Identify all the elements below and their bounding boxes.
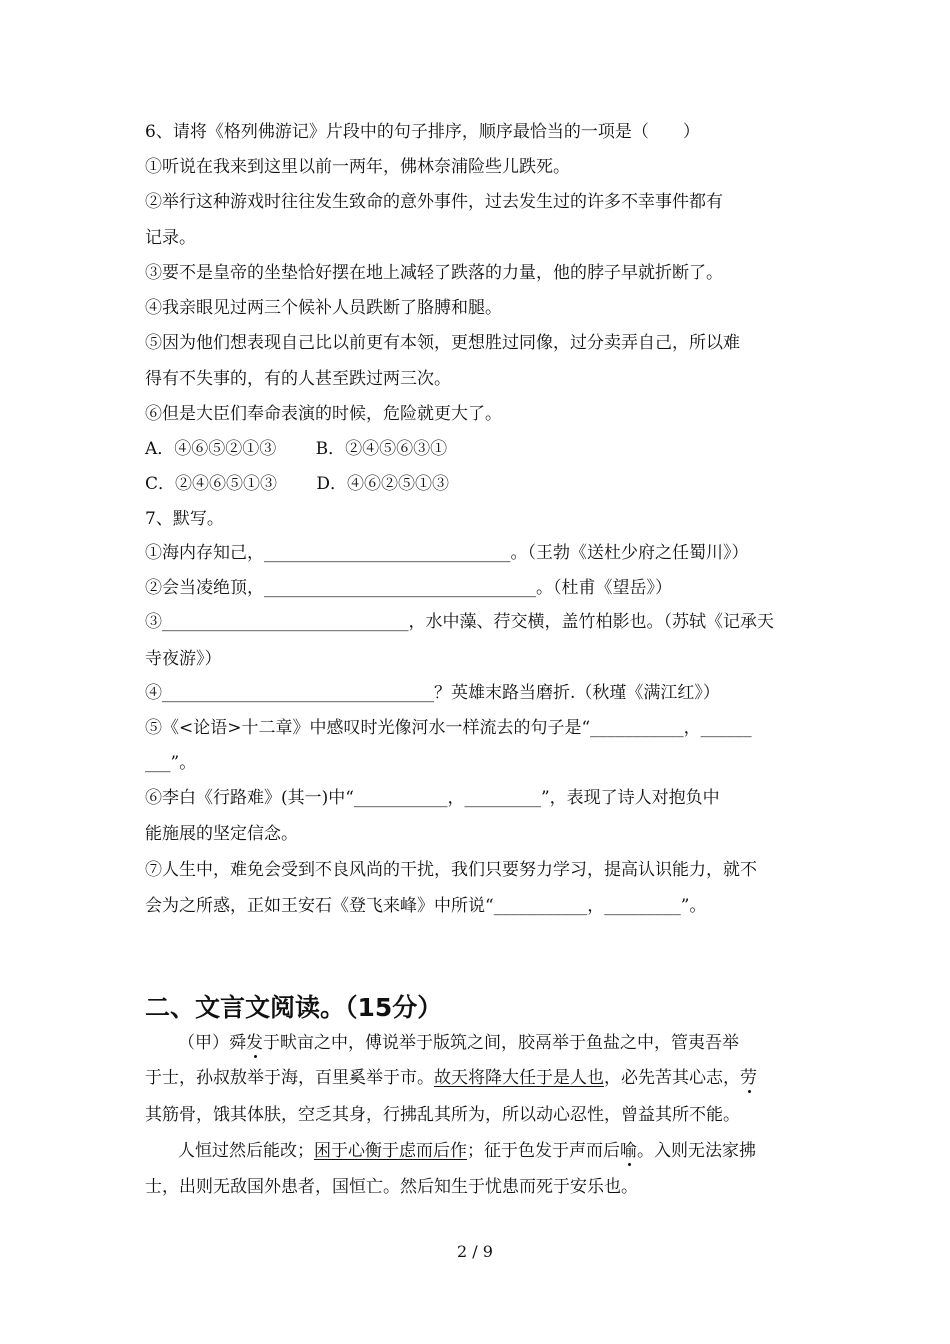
dictation-5: ⑤《<论语>十二章》中感叹时光像河水一样流去的句子是“___________，______ xyxy=(145,718,752,738)
dictation-3: ③_____________________________，水中藻、荇交横，盖竹柏影也。（苏轼《记承天 xyxy=(145,612,774,632)
text: 于士，孙叔敖举于海，百里奚举于市。 xyxy=(145,1068,434,1088)
page-number: 2 / 9 xyxy=(457,1242,493,1261)
emphasized-char: 发 xyxy=(246,1033,263,1053)
text: 于畎亩之中，傅说举于版筑之间，胶鬲举于鱼盐之中，管夷吾举 xyxy=(263,1033,739,1053)
text: 人恒过然后能改； xyxy=(178,1141,314,1161)
passage-line-4 xyxy=(178,1140,756,1162)
text: 。入则无法家拂 xyxy=(637,1141,756,1161)
sentence-6: ⑥但是大臣们奉命表演的时候，危险就更大了。 xyxy=(145,404,502,424)
passage-line-2 xyxy=(145,1067,757,1089)
dictation-1: ①海内存知己，_____________________________。（王勃《送杜少府之任蜀川》） xyxy=(145,543,749,563)
dictation-4: ④________________________________？英雄末路当磨折.（秋瑾《满江红》） xyxy=(145,683,720,703)
question-6-stem: 6、请将《格列佛游记》片段中的句子排序，顺序最恰当的一项是（ ） xyxy=(145,122,700,142)
dictation-6: ⑥李白《行路难》(其一)中“___________，_________”，表现了诗人对抱负中 xyxy=(145,788,720,808)
options-ab: A．④⑥⑤②①③ B．②④⑤⑥③① xyxy=(145,439,448,459)
passage-line-5: 士，出则无敌国外患者，国恒亡。然后知生于忧患而死于安乐也。 xyxy=(145,1177,638,1197)
sentence-1: ①听说在我来到这里以前一两年，佛林奈浦险些儿跌死。 xyxy=(145,157,570,177)
passage-line-1 xyxy=(178,1032,739,1054)
dictation-3-cont: 寺夜游》） xyxy=(145,649,222,669)
sentence-2-cont: 记录。 xyxy=(145,228,196,248)
sentence-3: ③要不是皇帝的坐垫恰好摆在地上减轻了跌落的力量，他的脖子早就折断了。 xyxy=(145,263,723,283)
dictation-5-cont: ___”。 xyxy=(145,753,197,773)
emphasized-char: 喻 xyxy=(620,1141,637,1161)
section-heading: 二、文言文阅读。（15分） xyxy=(145,993,443,1022)
text: ；征于色发于声而后 xyxy=(467,1141,620,1161)
dictation-2: ②会当凌绝顶，________________________________。（杜甫《望岳》） xyxy=(145,578,672,598)
options-cd: C．②④⑥⑤①③ D．④⑥②⑤①③ xyxy=(145,474,450,494)
sentence-4: ④我亲眼见过两三个候补人员跌断了胳膊和腿。 xyxy=(145,298,502,318)
underlined-sentence: 困于心衡于虑而后作 xyxy=(314,1141,467,1161)
question-7-stem: 7、默写。 xyxy=(145,509,224,529)
underlined-sentence: 故天将降大任于是人也 xyxy=(434,1068,604,1088)
dictation-7: ⑦人生中，难免会受到不良风尚的干扰，我们只要努力学习，提高认识能力，就不 xyxy=(145,860,757,880)
text: ，必先苦其心志， xyxy=(604,1068,740,1088)
passage-line-3: 其筋骨，饿其体肤，空乏其身，行拂乱其所为，所以动心忍性，曾益其所不能。 xyxy=(145,1105,740,1125)
sentence-2: ②举行这种游戏时往往发生致命的意外事件，过去发生过的许多不幸事件都有 xyxy=(145,192,723,212)
dictation-6-cont: 能施展的坚定信念。 xyxy=(145,824,298,844)
dictation-7-cont: 会为之所惑，正如王安石《登飞来峰》中所说“___________，_________”。 xyxy=(145,896,707,916)
sentence-5: ⑤因为他们想表现自己比以前更有本领，更想胜过同像，过分卖弄自己，所以难 xyxy=(145,333,740,353)
text: （甲）舜 xyxy=(178,1033,246,1053)
emphasized-char: 劳 xyxy=(740,1068,757,1088)
sentence-5-cont: 得有不失事的，有的人甚至跌过两三次。 xyxy=(145,369,451,389)
